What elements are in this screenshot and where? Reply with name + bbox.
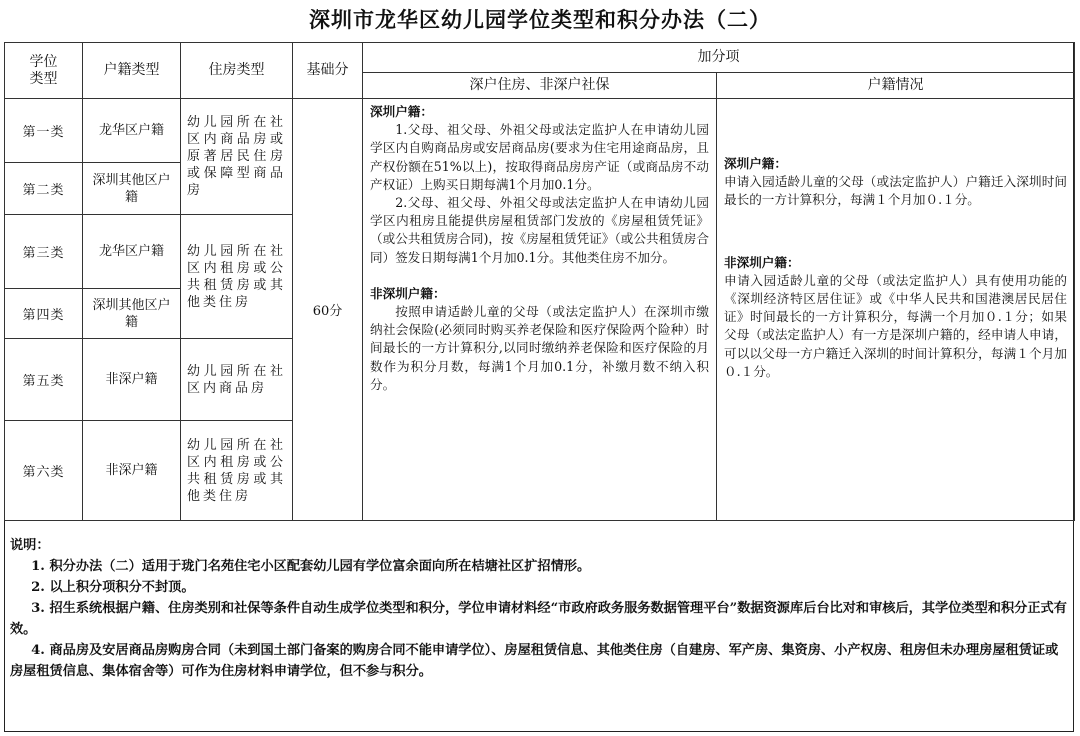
header-bonus-housing: 深户住房、非深户社保 [363, 73, 717, 99]
note-item: 4. 商品房及安居商品房购房合同（未到国土部门备案的购房合同不能申请学位）、房屋租赁信息、其他类住房（自建房、军产房、集资房、小产权房、租房但未办理房屋租赁证或房屋租赁信息、集体宿舍等）可作为住房材料申请学位，但不参与积分。 [10, 643, 1059, 679]
sz-heading: 深圳户籍： [370, 104, 433, 119]
housing-cell: 幼儿园所在社区内租房或公共租赁房或其他类住房 [181, 421, 293, 521]
header-hukou-type: 户籍类型 [83, 43, 181, 99]
housing-cell: 幼儿园所在社区内商品房 [181, 339, 293, 421]
nonsz-rule-1: 按照申请适龄儿童的父母（或法定监护人）在深圳市缴纳社会保险(必须同时购买养老保险和医疗保险两个险种）时间最长的一方计算积分,以同时缴纳养老保险和医疗保险的月数作为积分月数，每满1个月加0.1分，补缴月数不纳入积分。 [370, 304, 709, 392]
hukou-sz-rule: 申请入园适龄儿童的父母（或法定监护人）户籍迁入深圳时间最长的一方计算积分，每满１个月加０.１分。 [724, 174, 1067, 208]
hukou-nonsz-heading: 非深圳户籍： [724, 254, 800, 270]
header-category: 学位 类型 [5, 43, 83, 99]
category-cell: 第二类 [5, 163, 83, 215]
notes-section [10, 535, 1070, 682]
note-item: 1. 积分办法（二）适用于珑门名苑住宅小区配套幼儿园有学位富余面向所在桔塘社区扩招情形。 [31, 559, 591, 574]
housing-cell: 幼儿园所在社区内租房或公共租赁房或其他类住房 [181, 215, 293, 339]
hukou-cell: 深圳其他区户籍 [83, 163, 181, 215]
sz-rule-1: 1.父母、祖父母、外祖父母或法定监护人在申请幼儿园学区内自购商品房或安居商品房(要求为住宅用途商品房，且产权份额在51%以上)，按取得商品房房产证（或商品房不动产权证）上购买日期每满1个月加0.1分。 [370, 122, 709, 192]
header-bonus: 加分项 [363, 43, 1075, 73]
hukou-cell: 龙华区户籍 [83, 99, 181, 163]
housing-cell: 幼儿园所在社区内商品房或原著居民住房或保障型商品房 [181, 99, 293, 215]
hukou-cell: 龙华区户籍 [83, 215, 181, 289]
hukou-cell: 非深户籍 [83, 421, 181, 521]
header-bonus-hukou: 户籍情况 [717, 73, 1075, 99]
category-cell: 第三类 [5, 215, 83, 289]
points-table [4, 42, 1075, 521]
hukou-nonsz-rule: 申请入园适龄儿童的父母（或法定监护人）具有使用功能的《深圳经济特区居住证》或《中华人民共和国港澳居民居住证》时间最长的一方计算积分，每满一个月加０.１分；如果父母（或法定监护人）有一方是深圳户籍的，经申请人申请，可以以父母一方户籍迁入深圳的时间计算积分，每满１个月加０.１分。 [724, 272, 1067, 379]
hukou-cell: 深圳其他区户籍 [83, 289, 181, 339]
note-item: 3. 招生系统根据户籍、住房类别和社保等条件自动生成学位类型和积分，学位申请材料经“市政府政务服务数据管理平台”数据资源库后台比对和审核后，其学位类型和积分正式有效。 [10, 601, 1067, 637]
header-housing-type: 住房类型 [181, 43, 293, 99]
category-cell: 第四类 [5, 289, 83, 339]
header-base-score: 基础分 [293, 43, 363, 99]
sz-rule-2: 2.父母、祖父母、外祖父母或法定监护人在申请幼儿园学区内租房且能提供房屋租赁部门发放的《房屋租赁凭证》（或公共租赁房合同)，按《房屋租赁凭证》（或公共租赁房合同）签发日期每满1个月加0.1分。其他类住房不加分。 [370, 195, 709, 265]
notes-heading: 说明： [10, 538, 50, 553]
hukou-sz-heading: 深圳户籍： [724, 156, 787, 171]
category-cell: 第一类 [5, 99, 83, 163]
nonsz-heading: 非深圳户籍： [370, 285, 446, 301]
page-title: 深圳市龙华区幼儿园学位类型和积分办法（二） [309, 7, 771, 32]
note-item: 2. 以上积分项积分不封顶。 [31, 580, 195, 595]
bonus-housing-cell [363, 99, 717, 521]
hukou-cell: 非深户籍 [83, 339, 181, 421]
category-cell: 第六类 [5, 421, 83, 521]
base-score-cell: 60分 [293, 99, 363, 521]
table-row [5, 99, 1075, 163]
bonus-hukou-cell [717, 99, 1075, 521]
category-cell: 第五类 [5, 339, 83, 421]
